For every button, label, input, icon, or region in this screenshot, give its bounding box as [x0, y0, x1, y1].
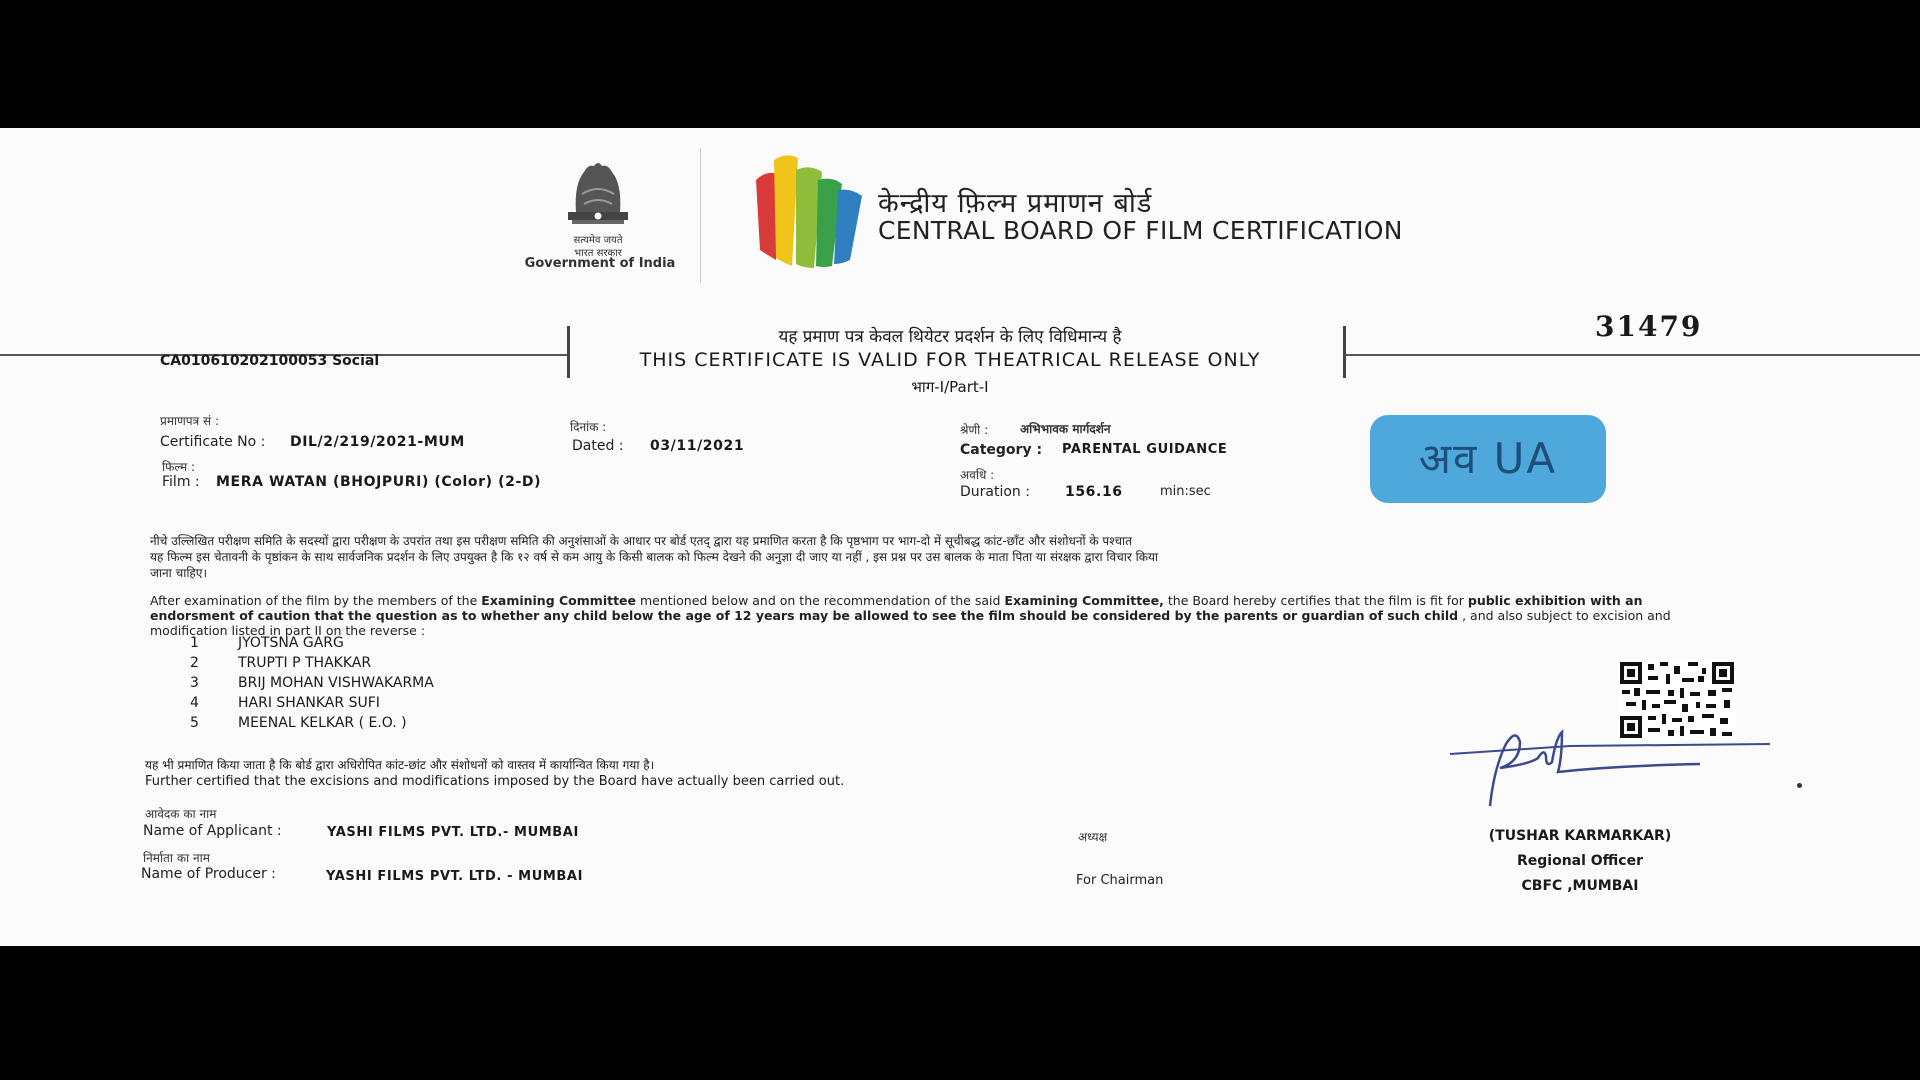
film-title: MERA WATAN (BHOJPURI) (Color) (2-D) [216, 474, 542, 490]
emblem-motto: सत्यमेव जयते [573, 235, 623, 246]
certificate [0, 128, 1920, 946]
validity-english: THIS CERTIFICATE IS VALID FOR THEATRICAL RELEASE ONLY [639, 349, 1261, 371]
signatory-name: (TUSHAR KARMARKAR) [1488, 828, 1672, 844]
ink-dot [1797, 783, 1802, 788]
dated-label-hindi: दिनांक : [570, 420, 607, 434]
member-number: 2 [190, 655, 199, 671]
duration-unit: min:sec [1160, 484, 1211, 499]
chairman-label-hindi: अध्यक्ष [1078, 830, 1108, 844]
emblem-country: भारत सरकार [574, 248, 622, 259]
cert-en-bold: public exhibition with an endorsment of caution that the question as to whether any child below the age of 12 years may be allowed to see the film should be considered by the parents or guardian of such child [150, 593, 1643, 623]
reference-number: CA010610202100053 Social [160, 353, 380, 369]
duration-label-hindi: अवधि : [960, 468, 995, 482]
validity-bracket-left [567, 326, 570, 378]
member-number: 5 [190, 715, 199, 731]
further-certified-english: Further certified that the excisions and modifications imposed by the Board have actually been carried out. [145, 774, 845, 789]
national-emblem [548, 154, 648, 264]
list-item [190, 675, 434, 695]
lion-capital-icon [558, 154, 638, 230]
producer-label-hindi: निर्माता का नाम [143, 851, 210, 865]
validity-bracket-right [1343, 326, 1346, 378]
dated-value: 03/11/2021 [650, 438, 745, 454]
certification-hindi-line1: नीचे उल्लिखित परीक्षण समिति के सदस्यों द्वारा परीक्षण के उपरांत तथा इस परीक्षण समिति की अनुशंसाओं के आधार पर बोर्ड एतद् द्वारा यह प्रमाणित करता है कि पृष्ठभाग पर भाग-दो में सूचीबद्ध कांट-छाँट और संशोधनों के पश्चात [150, 534, 1132, 548]
member-number: 3 [190, 675, 199, 691]
validity-notice [575, 324, 1325, 397]
member-number: 1 [190, 635, 199, 651]
producer-value: YASHI FILMS PVT. LTD. - MUMBAI [326, 869, 584, 884]
ua-rating-badge: अव UA [1370, 415, 1606, 503]
list-item [190, 635, 434, 655]
member-name: MEENAL KELKAR ( E.O. ) [238, 715, 407, 731]
applicant-label: Name of Applicant : [143, 823, 282, 839]
cert-en-part4: the film is fit for [1364, 593, 1468, 608]
list-item [190, 655, 434, 675]
signature-icon [1450, 728, 1770, 808]
certificate-no-label-hindi: प्रमाणपत्र सं : [160, 414, 220, 428]
further-certified-hindi: यह भी प्रमाणित किया जाता है कि बोर्ड द्वारा अधिरोपित कांट-छांट और संशोधनों को वास्तव में कार्यान्वित किया गया है। [145, 758, 655, 772]
serial-number: 31479 [1595, 310, 1703, 343]
member-name: BRIJ MOHAN VISHWAKARMA [238, 675, 434, 691]
member-number: 4 [190, 695, 199, 711]
applicant-label-hindi: आवेदक का नाम [145, 807, 217, 821]
board-title-english: CENTRAL BOARD OF FILM CERTIFICATION [878, 216, 1403, 245]
validity-hindi: यह प्रमाण पत्र केवल थियेटर प्रदर्शन के लिए विधिमान्य है [778, 327, 1122, 347]
duration-value: 156.16 [1065, 484, 1123, 500]
category-label: Category : [960, 442, 1043, 458]
member-name: TRUPTI P THAKKAR [238, 655, 372, 671]
applicant-value: YASHI FILMS PVT. LTD.- MUMBAI [327, 825, 579, 840]
rule-right [1345, 354, 1920, 356]
chairman-label: For Chairman [1076, 873, 1164, 888]
cert-en-part5: , and also subject to excision and modification listed in part II on the reverse : [150, 608, 1671, 638]
member-name: JYOTSNA GARG [238, 635, 344, 651]
signatory-title: Regional Officer [1516, 853, 1643, 869]
category-label-hindi: श्रेणी : [960, 423, 989, 437]
certificate-no-value: DIL/2/219/2021-MUM [290, 434, 465, 450]
cert-en-committee1: Examining Committee [481, 593, 637, 608]
list-item [190, 695, 434, 715]
category-value: PARENTAL GUIDANCE [1062, 442, 1228, 457]
member-name: HARI SHANKAR SUFI [238, 695, 380, 711]
film-label: Film : [162, 474, 200, 490]
signatory-office: CBFC ,MUMBAI [1521, 878, 1639, 894]
certification-text-hindi [150, 533, 1725, 581]
cert-en-part1: After examination of the film by the members of the [150, 593, 482, 608]
producer-label: Name of Producer : [141, 866, 276, 882]
duration-label: Duration : [960, 484, 1030, 500]
category-hindi: अभिभावक मार्गदर्शन [1020, 422, 1111, 436]
list-item [190, 715, 434, 735]
cert-en-part3: the Board hereby certifies that [1163, 593, 1361, 608]
signatory-block [1440, 828, 1720, 903]
certificate-no-label: Certificate No : [160, 434, 266, 450]
certification-hindi-line3: जाना चाहिए। [150, 566, 207, 580]
cert-en-part2: mentioned below and on the recommendation of the said [636, 593, 1005, 608]
certification-hindi-line2: यह फिल्म इस चेतावनी के पृष्ठांकन के साथ सार्वजनिक प्रदर्शन के लिए उपयुक्त है कि १२ वर्ष से कम आयु के किसी बालक को फिल्म देखने की अनुज्ञा दी जाए या नहीं , इस प्रश्न पर उस बालक के माता पिता या संरक्षक द्वारा विचार किया [150, 550, 1159, 564]
government-of-india-label: Government of India [524, 256, 676, 271]
dated-label: Dated : [572, 438, 624, 454]
certification-text-english [150, 593, 1725, 638]
board-title-hindi: केन्द्रीय फ़िल्म प्रमाणन बोर्ड [878, 188, 1153, 219]
cbfc-logo-icon [752, 150, 864, 270]
header-divider [700, 148, 701, 283]
cert-en-committee2: Examining Committee, [1004, 593, 1164, 608]
committee-list [190, 635, 434, 735]
film-label-hindi: फिल्म : [162, 460, 196, 474]
validity-part: भाग-I/Part-I [911, 378, 989, 396]
